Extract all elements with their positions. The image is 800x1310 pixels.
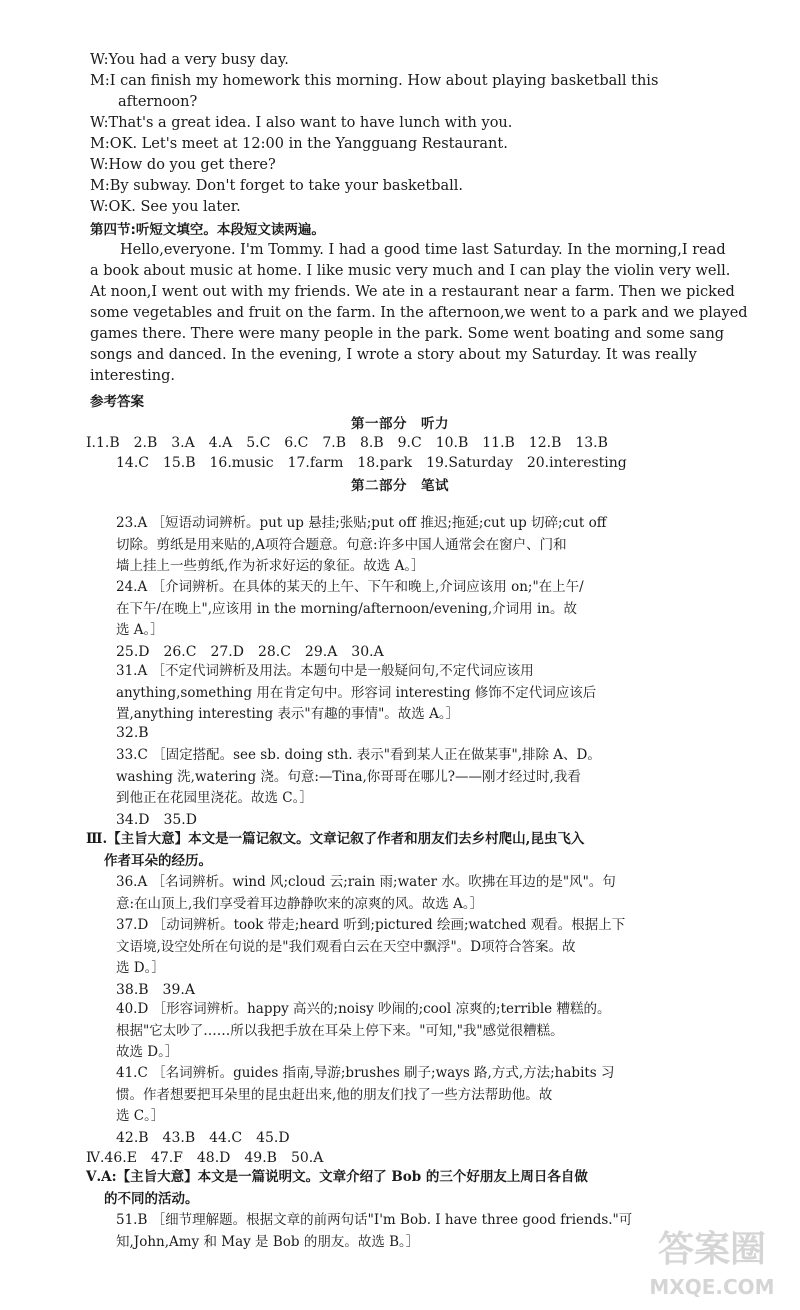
section4-answers-line: Ⅳ.46.E 47.F 48.D 49.B 50.A — [86, 1150, 324, 1166]
passage-line: At noon,I went out with my friends. We ate in a restaurant near a farm. Then we picked — [90, 284, 735, 300]
dialogue-block — [90, 50, 770, 218]
explanation-line: 选 A。］ — [116, 622, 164, 638]
dialogue-line: W:That's a great idea. I also want to have lunch with you. — [90, 115, 513, 131]
explanation-line: 置,anything interesting 表示"有趣的事情"。故选 A。］ — [116, 706, 460, 722]
dialogue-line: afternoon? — [118, 94, 198, 110]
answer-item-31 — [116, 661, 596, 726]
explanation-line: 31.A ［不定代词辨析及用法。本题句中是一般疑问句,不定代词应该用 — [116, 663, 534, 679]
part1-answers-line: Ⅰ.1.B 2.B 3.A 4.A 5.C 6.C 7.B 8.B 9.C 10.B 11.B 12.B 13.B — [86, 435, 608, 451]
passage-line: songs and danced. In the evening, I wrote a story about my Saturday. It was really — [90, 347, 697, 363]
explanation-line: 36.A ［名词辨析。wind 风;cloud 云;rain 雨;water 水。吹拂在耳边的是"风"。句 — [116, 874, 616, 890]
explanation-line: 在下午/在晚上",应该用 in the morning/afternoon/evening,介词用 in。故 — [116, 600, 577, 617]
answers-heading: 参考答案 — [90, 394, 144, 410]
passage-line: some vegetables and fruit on the farm. In the afternoon,we went to a park and we played — [90, 305, 748, 321]
answer-item-51 — [116, 1210, 632, 1253]
dialogue-line: M:By subway. Don't forget to take your basketball. — [90, 178, 464, 194]
explanation-line: 37.D ［动词辨析。took 带走;heard 听到;pictured 绘画;watched 观看。根据上下 — [116, 917, 626, 933]
explanation-line: 惯。作者想要把耳朵里的昆虫赶出来,他的朋友们找了一些方法帮助他。故 — [116, 1086, 553, 1103]
answer-item-23 — [116, 513, 606, 578]
answer-32: 32.B — [116, 725, 149, 741]
dialogue-line: M:I can finish my homework this morning. How about playing basketball this — [90, 73, 659, 89]
watermark-text-main: 答案圈 — [657, 1229, 767, 1270]
explanation-line: 意:在山顶上,我们享受着耳边静静吹来的凉爽的风。故选 A。］ — [116, 895, 484, 912]
watermark-logo — [632, 1216, 792, 1306]
dialogue-line: W:OK. See you later. — [90, 199, 241, 215]
explanation-line: 41.C ［名词辨析。guides 指南,导游;brushes 刷子;ways 路,方式,方法;habits 习 — [116, 1065, 615, 1081]
summary-line: Ⅴ.A:【主旨大意】本文是一篇说明文。文章介绍了 Bob 的三个好朋友上周日各自做 — [86, 1169, 588, 1185]
answer-item-36 — [116, 872, 616, 915]
explanation-line: washing 洗,watering 浇。句意:—Tina,你哥哥在哪儿?——刚才经过时,我看 — [116, 768, 581, 785]
explanation-line: 33.C ［固定搭配。see sb. doing sth. 表示"看到某人正在做某事",排除 A、D。 — [116, 747, 601, 763]
explanation-line: 故选 D。］ — [116, 1044, 179, 1060]
answer-item-24 — [116, 577, 584, 642]
explanation-line: 墙上挂上一些剪纸,作为祈求好运的象征。故选 A。］ — [116, 558, 425, 574]
explanation-line: 选 D。］ — [116, 960, 165, 976]
explanation-line: 23.A ［短语动词辨析。put up 悬挂;张贴;put off 推迟;拖延;cut up 切碎;cut off — [116, 515, 607, 531]
explanation-line: 到他正在花园里浇花。故选 C。］ — [116, 790, 313, 806]
explanation-line: 文语境,设空处所在句说的是"我们观看白云在天空中飘浮"。D项符合答案。故 — [116, 938, 576, 955]
dialogue-line: W:You had a very busy day. — [90, 52, 289, 68]
answer-item-40 — [116, 999, 610, 1064]
answer-item-41 — [116, 1063, 615, 1128]
part1-title: 第一部分 听力 — [351, 416, 449, 432]
explanation-line: 51.B ［细节理解题。根据文章的前两句话"I'm Bob. I have three good friends."可 — [116, 1212, 633, 1228]
part2-title: 第二部分 笔试 — [351, 478, 449, 494]
listening-passage — [90, 240, 748, 387]
explanation-line: 根据"它太吵了……所以我把手放在耳朵上停下来。"可知,"我"感觉很糟糕。 — [116, 1022, 564, 1039]
passage-line: interesting. — [90, 368, 176, 384]
dialogue-line: M:OK. Let's meet at 12:00 in the Yangguang Restaurant. — [90, 136, 508, 152]
section5-summary — [86, 1167, 588, 1210]
answer-item-33 — [116, 745, 601, 810]
dialogue-line: W:How do you get there? — [90, 157, 276, 173]
explanation-line: 切除。剪纸是用来贴的,A项符合题意。句意:许多中国人通常会在窗户、门和 — [116, 536, 567, 553]
explanation-line: 选 C。］ — [116, 1108, 165, 1124]
explanation-line: anything,something 用在肯定句中。形容词 interesting 修饰不定代词应该后 — [116, 684, 597, 701]
explanation-line: 24.A ［介词辨析。在具体的某天的上午、下午和晚上,介词应该用 on;"在上午/ — [116, 579, 584, 595]
answers-38-39: 38.B 39.A — [116, 982, 195, 998]
answer-item-37 — [116, 915, 625, 980]
explanation-line: 40.D ［形容词辨析。happy 高兴的;noisy 吵闹的;cool 凉爽的;terrible 糟糕的。 — [116, 1001, 611, 1017]
summary-line: 的不同的活动。 — [104, 1190, 199, 1207]
watermark-text-url: MXQE.COM — [649, 1275, 775, 1299]
answers-34-35: 34.D 35.D — [116, 812, 197, 828]
passage-line: Hello,everyone. I'm Tommy. I had a good time last Saturday. In the morning,I read — [120, 242, 726, 258]
part1-answers-line: 14.C 15.B 16.music 17.farm 18.park 19.Saturday 20.interesting — [116, 455, 627, 471]
summary-line: 作者耳朵的经历。 — [104, 852, 212, 869]
section4-heading: 第四节:听短文填空。本段短文读两遍。 — [90, 222, 325, 238]
section3-summary — [86, 829, 584, 872]
explanation-line: 知,John,Amy 和 May 是 Bob 的朋友。故选 B。］ — [116, 1233, 420, 1250]
answers-25-30: 25.D 26.C 27.D 28.C 29.A 30.A — [116, 644, 384, 660]
passage-line: games there. There were many people in the park. Some went boating and some sang — [90, 326, 725, 342]
passage-line: a book about music at home. I like music very much and I can play the violin very well. — [90, 263, 731, 279]
summary-line: Ⅲ.【主旨大意】本文是一篇记叙文。文章记叙了作者和朋友们去乡村爬山,昆虫飞入 — [86, 831, 585, 847]
answers-42-45: 42.B 43.B 44.C 45.D — [116, 1130, 290, 1146]
